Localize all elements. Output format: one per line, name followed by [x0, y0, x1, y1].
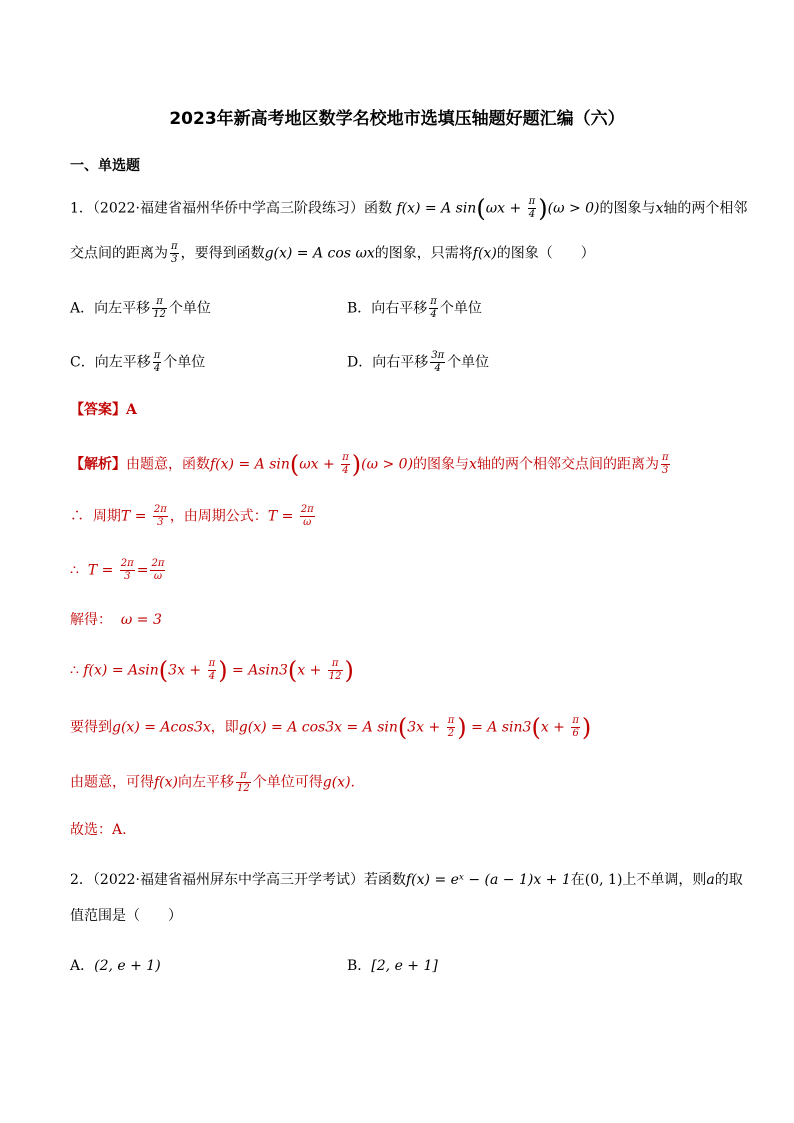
q2-line-1 — [70, 870, 743, 890]
analysis-expr: x + — [297, 662, 326, 679]
q2-option-b[interactable] — [347, 956, 438, 976]
fraction — [150, 558, 165, 583]
numerator: π — [208, 658, 216, 669]
paren: ) — [351, 450, 362, 479]
analysis-text: 向左平移 — [178, 774, 235, 791]
fraction — [208, 658, 217, 683]
q1-func-expr: f(x) = A sin — [396, 200, 477, 217]
q1-line-2 — [70, 241, 595, 266]
q1-func-arg: ωx + — [485, 200, 526, 217]
analysis-expr: T = — [267, 508, 298, 525]
answer-label: 【答案】 — [70, 402, 126, 418]
analysis-expr: 3x + — [407, 719, 445, 736]
fraction — [120, 558, 135, 583]
option-suffix: 个单位 — [439, 300, 482, 317]
denominator: 3 — [662, 465, 669, 476]
q1-option-d[interactable] — [347, 350, 489, 375]
option-label: C．向左平移 — [70, 354, 151, 371]
answer-value: A — [126, 402, 137, 418]
page-title: 2023年新高考地区数学名校地市选填压轴题好题汇编（六） — [169, 109, 625, 129]
numerator: π — [152, 296, 167, 309]
fraction — [341, 452, 350, 477]
analysis-expr: g(x) = A cos3x = A sin — [238, 719, 398, 736]
analysis-x: x — [469, 456, 477, 473]
denominator: 4 — [434, 363, 441, 374]
denominator: 4 — [342, 465, 349, 476]
numerator: 3π — [431, 350, 445, 361]
analysis-line-6 — [70, 715, 591, 740]
q2-source: （2022·福建省福州屏东中学高三开学考试） — [92, 872, 364, 888]
q1-x: x — [655, 200, 664, 217]
analysis-line-7 — [70, 770, 355, 795]
fraction — [447, 715, 456, 740]
q1-text: 交点间的距离为 — [70, 245, 168, 262]
analysis-line-2 — [70, 504, 317, 529]
analysis-cond: (ω > 0) — [361, 456, 414, 473]
answer-line — [70, 400, 137, 420]
analysis-text: 由题意，可得 — [70, 774, 154, 791]
q1-g-expr: g(x) = A cos ωx — [264, 245, 375, 262]
numerator: π — [171, 241, 178, 252]
q2-text: 的取 — [714, 872, 743, 888]
q2-text: 在(0, 1)上不单调，则 — [570, 872, 707, 888]
option-value: (2, e + 1) — [94, 958, 161, 974]
fraction — [328, 658, 343, 683]
q1-text: 的图象（ ） — [496, 245, 595, 262]
option-label: D．向右平移 — [347, 354, 429, 371]
fraction — [430, 350, 445, 375]
denominator: ω — [303, 517, 312, 528]
paren: ( — [158, 656, 169, 685]
option-suffix: 个单位 — [163, 354, 206, 371]
fraction — [571, 715, 580, 740]
q2-number: 2． — [70, 872, 93, 888]
analysis-text: 由题意，函数 — [126, 456, 210, 473]
therefore-symbol: ∴ — [70, 508, 84, 525]
numerator: π — [528, 196, 536, 207]
paren: ( — [476, 194, 486, 223]
denominator: 4 — [430, 309, 437, 320]
option-label: A．向左平移 — [70, 300, 151, 317]
option-label: B． — [347, 958, 372, 974]
q1-option-a[interactable] — [70, 296, 211, 321]
option-value: [2, e + 1] — [371, 958, 438, 974]
analysis-text: 周期 — [92, 508, 121, 525]
paren: ) — [538, 194, 548, 223]
numerator: π — [661, 452, 669, 463]
q1-option-b[interactable] — [347, 296, 482, 321]
numerator: π — [328, 658, 343, 671]
analysis-expr: 3x + — [168, 662, 206, 679]
q2-line-2: 值范围是（ ） — [70, 908, 182, 924]
numerator: 2π — [120, 558, 134, 569]
analysis-text: 轴的两个相邻交点间的距离为 — [476, 456, 659, 473]
analysis-text: 个单位可得 — [252, 774, 323, 791]
paren: ( — [531, 713, 541, 742]
denominator: 12 — [237, 783, 250, 794]
analysis-text: ，即 — [210, 719, 239, 736]
analysis-expr: = Asin3 — [227, 662, 288, 679]
therefore-symbol: ∴ — [70, 562, 79, 579]
analysis-choice: 故选：A. — [70, 822, 127, 838]
analysis-expr: T = — [120, 508, 151, 525]
q1-text: 函数 — [364, 200, 392, 217]
fraction — [429, 296, 438, 321]
q2-text: 若函数 — [364, 872, 406, 888]
analysis-expr: f(x) = Asin — [83, 662, 159, 679]
denominator: ω — [153, 571, 163, 582]
analysis-expr: ω = 3 — [120, 612, 162, 628]
q2-option-a[interactable] — [70, 956, 161, 976]
q2-expr: f(x) = eˣ − (a − 1)x + 1 — [406, 872, 571, 888]
analysis-expr: T = — [87, 562, 118, 579]
numerator: π — [342, 452, 349, 463]
q1-number: 1． — [70, 200, 93, 217]
denominator: 3 — [157, 517, 164, 528]
analysis-expr: g(x) = Acos3x — [112, 719, 211, 736]
fraction — [152, 296, 167, 321]
denominator: 2 — [447, 728, 455, 739]
denominator: 4 — [528, 209, 536, 220]
fraction — [153, 504, 168, 529]
option-label: A． — [70, 958, 95, 974]
numerator: π — [153, 350, 161, 361]
analysis-label: 【解析】 — [70, 456, 126, 473]
numerator: π — [572, 715, 579, 726]
analysis-text: 的图象与 — [413, 456, 470, 473]
denominator: 4 — [153, 363, 161, 374]
numerator: π — [236, 770, 251, 783]
section-heading: 一、单选题 — [70, 158, 140, 174]
equals: = — [136, 562, 149, 579]
analysis-expr: g(x). — [322, 774, 355, 791]
denominator: 12 — [153, 309, 166, 320]
q1-f-expr: f(x) — [472, 245, 497, 262]
paren: ) — [218, 656, 228, 685]
analysis-expr: ωx + — [299, 456, 340, 473]
option-suffix: 个单位 — [447, 354, 490, 371]
paren: ( — [289, 450, 300, 479]
fraction — [153, 350, 162, 375]
analysis-expr: x + — [540, 719, 570, 736]
q1-text: 的图象与 — [599, 200, 656, 217]
numerator: 2π — [300, 504, 314, 515]
analysis-line-1 — [70, 452, 672, 477]
q1-text: 轴的两个相邻 — [663, 200, 748, 217]
numerator: π — [447, 715, 455, 726]
denominator: 12 — [328, 671, 342, 682]
denominator: 3 — [171, 254, 178, 265]
numerator: 2π — [153, 504, 167, 515]
q1-condition: (ω > 0) — [547, 200, 600, 217]
numerator: 2π — [151, 558, 165, 569]
paren: ) — [457, 713, 467, 742]
fraction — [661, 452, 670, 477]
paren: ( — [287, 656, 298, 685]
therefore-symbol: ∴ — [70, 662, 79, 679]
analysis-text: ，由周期公式： — [169, 508, 268, 525]
analysis-line-4 — [70, 610, 162, 630]
fraction — [170, 241, 179, 266]
denominator: 3 — [124, 571, 131, 582]
analysis-expr: f(x) — [154, 774, 179, 791]
q1-option-c[interactable] — [70, 350, 205, 375]
analysis-line-3 — [70, 558, 167, 583]
q1-text: 的图象，只需将 — [374, 245, 473, 262]
q1-text: ，要得到函数 — [180, 245, 265, 262]
paren: ) — [344, 656, 354, 685]
fraction — [300, 504, 315, 529]
paren: ) — [581, 713, 592, 742]
denominator: 6 — [572, 728, 579, 739]
option-label: B．向右平移 — [347, 300, 428, 317]
option-suffix: 个单位 — [168, 300, 211, 317]
analysis-text: 要得到 — [70, 719, 112, 736]
denominator: 4 — [208, 671, 216, 682]
numerator: π — [430, 296, 437, 307]
analysis-expr: f(x) = A sin — [210, 456, 290, 473]
analysis-line-5 — [70, 658, 354, 683]
fraction — [528, 196, 537, 221]
q2-a: a — [706, 872, 715, 888]
q1-source: （2022·福建省福州华侨中学高三阶段练习） — [92, 200, 364, 217]
analysis-expr: = A sin3 — [466, 719, 532, 736]
q1-line-1 — [70, 196, 747, 221]
paren: ( — [397, 713, 408, 742]
analysis-text: 解得： — [70, 612, 112, 628]
fraction — [236, 770, 251, 795]
